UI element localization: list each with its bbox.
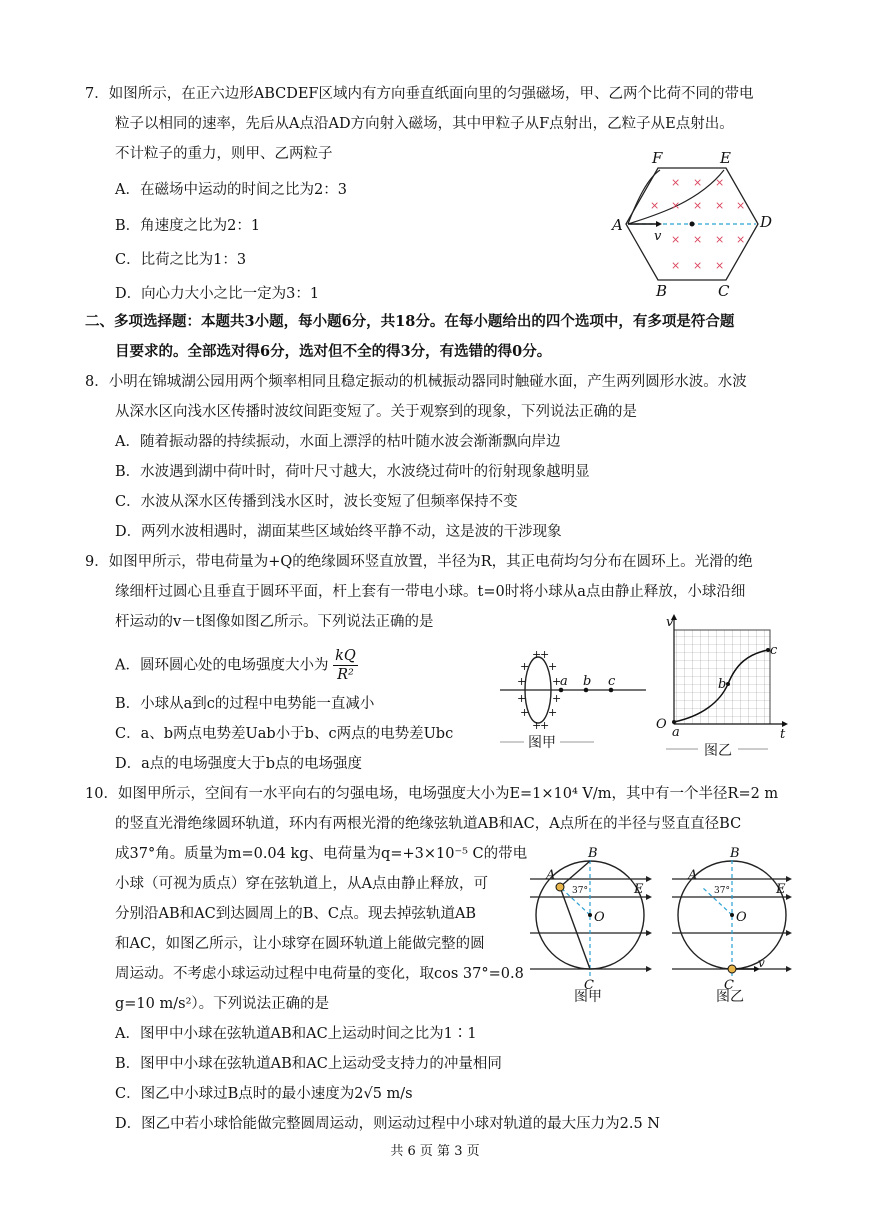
svg-text:×: × <box>715 233 725 246</box>
q10-stem-line3: 成37°角。质量为m=0.04 kg、电荷量为q=+3×10⁻⁵ C的带电 <box>115 846 528 862</box>
q10-fig1-label-e: E <box>634 882 644 897</box>
q9-fig2-label-o: O <box>656 717 667 732</box>
q9-fig1-label-c: c <box>608 674 616 689</box>
q10-fig2-label-o: O <box>736 910 747 925</box>
q10-stem-line4: 小球（可视为质点）穿在弦轨道上，从A点由静止释放，可 <box>115 876 488 892</box>
svg-text:+: + <box>540 650 550 661</box>
svg-text:+: + <box>548 706 558 719</box>
svg-text:×: × <box>715 199 725 212</box>
q10-stem-line8: g=10 m/s²）。下列说法正确的是 <box>115 996 330 1012</box>
svg-text:×: × <box>693 259 703 272</box>
svg-text:+: + <box>532 650 542 661</box>
q7-label-b: B <box>656 282 668 298</box>
q9-option-a-fraction <box>333 647 358 684</box>
section2-heading-line2: 目要求的。全部选对得6分，选对但不全的得3分，有选错的得0分。 <box>115 343 552 360</box>
q8-stem-line1: 8．小明在锦城湖公园用两个频率相同且稳定振动的机械振动器同时触碰水面，产生两列圆形水波。水波 <box>85 374 747 390</box>
svg-text:+: + <box>517 692 527 705</box>
svg-text:×: × <box>736 199 746 212</box>
q10-stem-line7: 周运动。不考虑小球运动过程中电荷量的变化，取cos 37°=0.8 <box>115 966 524 982</box>
q9-ring-figure <box>498 650 648 765</box>
svg-text:×: × <box>693 233 703 246</box>
q10-fig2-label-e: E <box>776 882 786 897</box>
q7-option-b: B．角速度之比为2：1 <box>115 218 261 234</box>
svg-text:×: × <box>671 259 681 272</box>
q7-stem-line1: 7．如图所示，在正六边形ABCDEF区域内有方向垂直纸面向里的匀强磁场，甲、乙两个比荷不同的带电 <box>85 86 754 102</box>
q10-fig1-caption: 图甲 <box>574 989 602 1003</box>
q10-stem-line2: 的竖直光滑绝缘圆环轨道，环内有两根光滑的绝缘弦轨道AB和AC，A点所在的半径与竖直直径BC <box>115 816 742 832</box>
q9-fig1-caption: 图甲 <box>528 735 556 751</box>
q10-option-a: A．图甲中小球在弦轨道AB和AC上运动时间之比为1∶1 <box>115 1026 477 1042</box>
q9-fig2-caption: 图乙 <box>704 743 732 759</box>
q8-option-a: A．随着振动器的持续振动，水面上漂浮的枯叶随水波会渐渐飘向岸边 <box>115 434 561 450</box>
q9-fig1-label-a: a <box>560 674 568 689</box>
q9-option-a-prefix: A．圆环圆心处的电场强度大小为 <box>115 657 329 674</box>
q7-hexagon-figure <box>608 148 788 298</box>
q9-option-a <box>115 647 358 684</box>
q10-fig1-label-c: C <box>584 978 594 993</box>
q10-fig2-label-v: v <box>758 956 765 970</box>
q7-option-c: C．比荷之比为1：3 <box>115 252 247 268</box>
svg-text:+: + <box>520 660 530 673</box>
q9-option-d: D．a点的电场强度大于b点的电场强度 <box>115 756 363 772</box>
section2-heading-line1: 二、多项选择题：本题共3小题，每小题6分，共18分。在每小题给出的四个选项中，有多项是符合题 <box>85 313 735 330</box>
q7-stem-line3: 不计粒子的重力，则甲、乙两粒子 <box>115 146 333 162</box>
q9-vt-graph <box>652 612 792 767</box>
svg-text:+: + <box>532 719 542 732</box>
q10-fig1-angle: 37° <box>572 886 588 896</box>
svg-text:+: + <box>552 692 562 705</box>
svg-text:+: + <box>520 706 530 719</box>
q8-stem-line2: 从深水区向浅水区传播时波纹间距变短了。关于观察到的现象，下列说法正确的是 <box>115 404 637 420</box>
q8-option-b: B．水波遇到湖中荷叶时，荷叶尺寸越大，水波绕过荷叶的衍射现象越明显 <box>115 464 590 480</box>
q7-stem-line2: 粒子以相同的速率，先后从A点沿AD方向射入磁场，其中甲粒子从F点射出，乙粒子从E点射出。 <box>115 116 734 132</box>
q9-fraction-denominator: R² <box>337 667 354 683</box>
svg-text:×: × <box>671 199 681 212</box>
page-footer: 共 6 页 第 3 页 <box>390 1144 480 1159</box>
q8-option-c: C．水波从深水区传播到浅水区时，波长变短了但频率保持不变 <box>115 494 518 510</box>
q7-option-a: A．在磁场中运动的时间之比为2：3 <box>115 182 347 198</box>
q10-fig2-label-c: C <box>724 978 734 993</box>
svg-text:×: × <box>736 233 746 246</box>
q10-fig2-label-b: B <box>730 846 740 861</box>
q7-label-e: E <box>720 149 731 167</box>
q9-fig2-label-v: v <box>666 615 674 630</box>
q9-option-b: B．小球从a到c的过程中电势能一直减小 <box>115 696 375 712</box>
q8-option-d: D．两列水波相遇时，湖面某些区域始终平静不动，这是波的干涉现象 <box>115 524 562 540</box>
q10-stem-line6: 和AC，如图乙所示，让小球穿在圆环轨道上能做完整的圆 <box>115 936 485 952</box>
q9-fig2-label-c: c <box>770 643 778 658</box>
q9-fig2-label-t: t <box>780 727 786 742</box>
q10-option-b: B．图甲中小球在弦轨道AB和AC上运动受支持力的冲量相同 <box>115 1056 502 1072</box>
q9-stem-line1: 9．如图甲所示，带电荷量为+Q的绝缘圆环竖直放置，半径为R，其正电荷均匀分布在圆环上。光滑的绝 <box>85 554 753 570</box>
svg-text:×: × <box>715 176 725 189</box>
svg-text:×: × <box>693 199 703 212</box>
q10-fig2-angle: 37° <box>714 886 730 896</box>
q7-option-d: D．向心力大小之比一定为3：1 <box>115 286 320 302</box>
q10-stem-line5: 分别沿AB和AC到达圆周上的B、C点。现去掉弦轨道AB <box>115 906 477 922</box>
q7-label-d: D <box>760 213 773 231</box>
q9-fraction-numerator: kQ <box>335 648 356 664</box>
q10-option-c: C．图乙中小球过B点时的最小速度为2√5 m/s <box>115 1086 413 1102</box>
q10-fig2-label-a: A <box>688 868 698 883</box>
svg-text:+: + <box>552 675 562 688</box>
q7-label-a: A <box>612 216 623 234</box>
q7-label-c: C <box>718 282 730 298</box>
svg-text:×: × <box>671 176 681 189</box>
q10-fig1-label-a: A <box>546 868 556 883</box>
q7-label-f: F <box>652 149 663 167</box>
q10-fig2 <box>672 846 792 1003</box>
q10-fig1-label-o: O <box>594 910 605 925</box>
q10-fig1 <box>530 846 652 1003</box>
svg-text:×: × <box>671 233 681 246</box>
svg-text:+: + <box>548 660 558 673</box>
q9-fig2-label-b: b <box>718 677 727 692</box>
q9-stem-line3: 杆运动的v－t图像如图乙所示。下列说法正确的是 <box>115 614 434 630</box>
q9-option-c: C．a、b两点电势差Uab小于b、c两点的电势差Ubc <box>115 726 454 742</box>
svg-text:×: × <box>693 176 703 189</box>
q10-fig1-label-b: B <box>588 846 598 861</box>
q7-label-v: v <box>654 229 662 244</box>
svg-text:+: + <box>517 675 527 688</box>
q9-fig1-label-b: b <box>583 674 592 689</box>
q9-stem-line2: 缘细杆过圆心且垂直于圆环平面，杆上套有一带电小球。t=0时将小球从a点由静止释放，小球沿细 <box>115 584 746 600</box>
svg-text:×: × <box>715 259 725 272</box>
q10-stem-line1: 10．如图甲所示，空间有一水平向右的匀强电场，电场强度大小为E=1×10⁴ V/m，其中有一个半径R=2 m <box>85 786 779 802</box>
q10-circle-figures <box>524 845 794 1003</box>
svg-text:+: + <box>540 719 550 732</box>
q10-fig2-caption: 图乙 <box>716 989 744 1003</box>
svg-text:×: × <box>650 199 660 212</box>
q10-option-d: D．图乙中若小球恰能做完整圆周运动，则运动过程中小球对轨道的最大压力为2.5 N <box>115 1116 660 1132</box>
q9-fig2-label-a: a <box>672 725 680 740</box>
